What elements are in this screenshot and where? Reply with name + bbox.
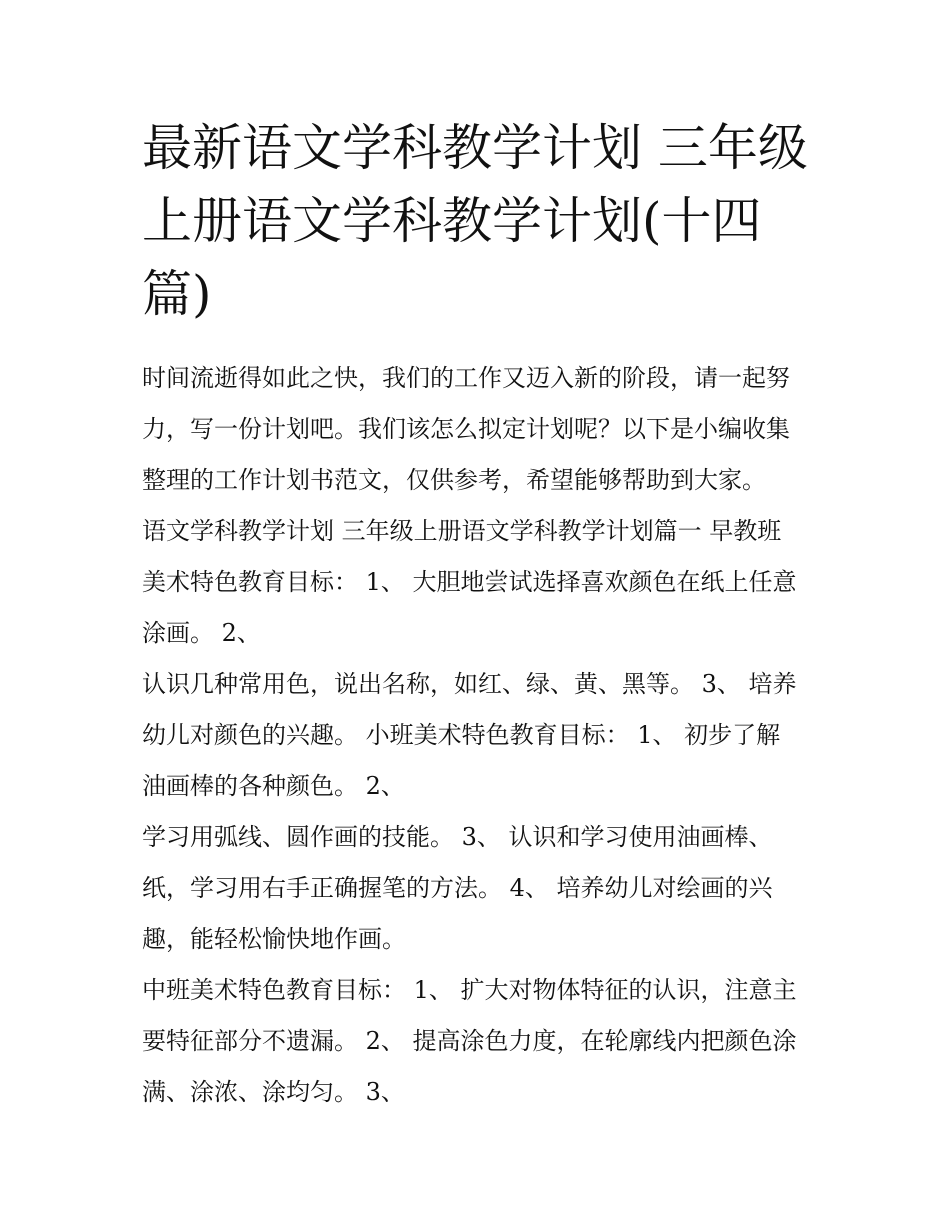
document-title [142,112,814,331]
body-line: 时间流逝得如此之快，我们的工作又迈入新的阶段，请一起努 [142,364,790,392]
body-line: 幼儿对颜色的兴趣。 小班美术特色教育目标： 1、 初步了解 [142,721,781,749]
body-line: 趣，能轻松愉快地作画。 [142,925,406,953]
document-content [142,112,814,1118]
body-line: 认识几种常用色，说出名称，如红、绿、黄、黑等。 3、 培养 [142,670,797,698]
body-line: 涂画。 2、 [142,619,261,647]
body-line: 学习用弧线、圆作画的技能。 3、 认识和学习使用油画棒、 [142,823,773,851]
body-line: 美术特色教育目标： 1、 大胆地尝试选择喜欢颜色在纸上任意 [142,568,797,596]
body-line: 整理的工作计划书范文，仅供参考，希望能够帮助到大家。 [142,466,766,494]
body-line: 满、涂浓、涂均匀。 3、 [142,1078,405,1106]
title-line: 篇) [142,265,212,323]
body-line: 油画棒的各种颜色。 2、 [142,772,405,800]
body-line: 纸，学习用右手正确握笔的方法。 4、 培养幼儿对绘画的兴 [142,874,773,902]
document-body [142,353,814,1118]
title-line: 最新语文学科教学计划 三年级 [142,119,808,177]
body-line: 语文学科教学计划 三年级上册语文学科教学计划篇一 早教班 [142,517,782,545]
body-line: 力，写一份计划吧。我们该怎么拟定计划呢？以下是小编收集 [142,415,790,443]
title-line: 上册语文学科教学计划(十四 [142,192,762,250]
body-line: 中班美术特色教育目标： 1、 扩大对物体特征的认识，注意主 [142,976,797,1004]
body-line: 要特征部分不遗漏。 2、 提高涂色力度，在轮廓线内把颜色涂 [142,1027,797,1055]
